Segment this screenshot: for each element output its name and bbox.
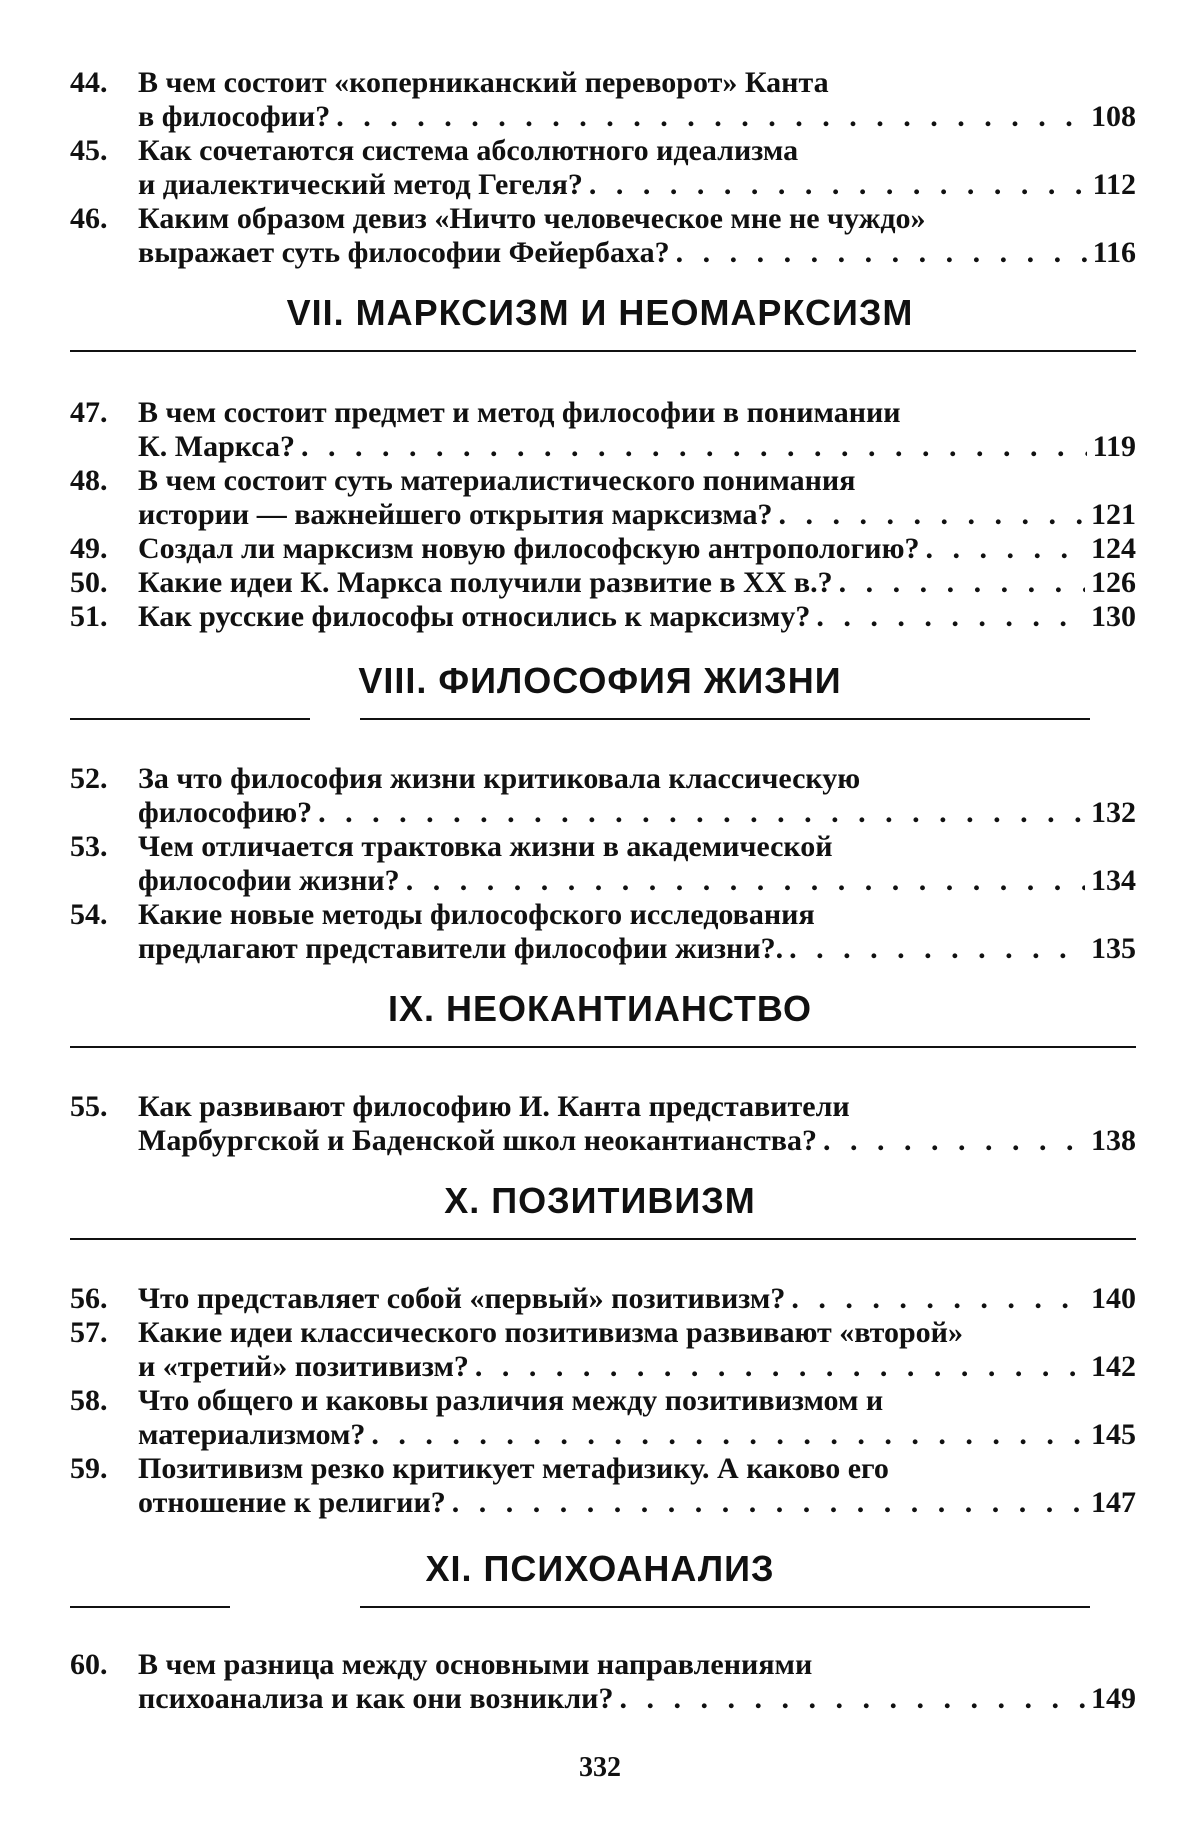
toc-entry-page: 138 <box>1091 1124 1136 1157</box>
toc-entry[interactable] <box>70 1384 1136 1452</box>
toc-entry-text: В чем состоит предмет и метод философии в понимании <box>138 396 901 429</box>
toc-entry-text: Каким образом девиз «Ничто человеческое мне не чуждо» <box>138 202 926 235</box>
toc-entry-text: Чем отличается трактовка жизни в академической <box>138 830 833 863</box>
toc-entry[interactable] <box>70 566 1136 600</box>
section-rule <box>360 1606 1090 1608</box>
toc-entry-page: 112 <box>1092 168 1136 201</box>
toc-entry-page: 124 <box>1091 532 1136 565</box>
dot-leader <box>839 566 1085 600</box>
toc-entry-text: материализмом? <box>138 1418 366 1451</box>
toc-entry-number: 52. <box>70 762 108 795</box>
toc-entry[interactable] <box>70 898 1136 966</box>
toc-entry-text: Какие идеи классического позитивизма развивают «второй» <box>138 1316 963 1349</box>
toc-entry-text: философии жизни? <box>138 864 400 897</box>
toc-entry-text: К. Маркса? <box>138 430 295 463</box>
toc-entry[interactable] <box>70 134 1136 202</box>
dot-leader <box>371 1418 1085 1452</box>
section-rule <box>70 1046 1136 1048</box>
toc-entry-number: 55. <box>70 1090 108 1123</box>
toc-entry-text: и «третий» позитивизм? <box>138 1350 469 1383</box>
toc-entry-page: 149 <box>1091 1682 1136 1715</box>
dot-leader <box>926 532 1086 566</box>
toc-entry-number: 53. <box>70 830 108 863</box>
section-title-vii: VII. МАРКСИЗМ И НЕОМАРКСИЗМ <box>286 292 914 333</box>
toc-entry-page: 119 <box>1092 430 1136 463</box>
toc-entry-text: предлагают представители философии жизни?. <box>138 932 784 965</box>
toc-entry-page: 147 <box>1091 1486 1136 1519</box>
dot-leader <box>475 1350 1085 1384</box>
section-rule <box>70 1238 1136 1240</box>
dot-leader <box>778 498 1085 532</box>
toc-entry-page: 121 <box>1091 498 1136 531</box>
toc-entry-text: Какие новые методы философского исследования <box>138 898 815 931</box>
toc-entry[interactable] <box>70 464 1136 532</box>
dot-leader <box>318 796 1085 830</box>
toc-entry-number: 59. <box>70 1452 108 1485</box>
section-title-viii: VIII. ФИЛОСОФИЯ ЖИЗНИ <box>358 660 842 701</box>
toc-entry[interactable] <box>70 532 1136 566</box>
toc-entry-number: 48. <box>70 464 108 497</box>
section-rule <box>70 718 310 720</box>
toc-entry-text: Как русские философы относились к марксизму? <box>138 600 811 633</box>
toc-entry[interactable] <box>70 1282 1136 1316</box>
toc-entry-number: 44. <box>70 66 108 99</box>
toc-entry-page: 134 <box>1091 864 1136 897</box>
toc-entry[interactable] <box>70 830 1136 898</box>
toc-entry-text: истории — важнейшего открытия марксизма? <box>138 498 773 531</box>
dot-leader <box>789 932 1085 966</box>
toc-entry-text: Как сочетаются система абсолютного идеализма <box>138 134 799 167</box>
toc-entry-text: в философии? <box>138 100 331 133</box>
toc-entry-number: 60. <box>70 1648 108 1681</box>
toc-entry-text: В чем состоит «коперниканский переворот» Канта <box>138 66 829 99</box>
dot-leader <box>619 1682 1085 1716</box>
toc-entry-page: 116 <box>1092 236 1136 269</box>
toc-entry[interactable] <box>70 66 1136 134</box>
section-title-xi: XI. ПСИХОАНАЛИЗ <box>425 1548 775 1589</box>
toc-entry-text: В чем состоит суть материалистического понимания <box>138 464 856 497</box>
toc-entry-number: 51. <box>70 600 108 633</box>
dot-leader <box>301 430 1087 464</box>
toc-entry-page: 108 <box>1091 100 1136 133</box>
toc-entry[interactable] <box>70 1452 1136 1520</box>
toc-entry[interactable] <box>70 202 1136 270</box>
toc-entry-number: 50. <box>70 566 108 599</box>
section-rule <box>70 350 1136 352</box>
toc-entry-page: 142 <box>1091 1350 1136 1383</box>
dot-leader <box>823 1124 1085 1158</box>
dot-leader <box>589 168 1087 202</box>
toc-entry-text: выражает суть философии Фейербаха? <box>138 236 670 269</box>
toc-entry-page: 145 <box>1091 1418 1136 1451</box>
toc-entry-text: Что общего и каковы различия между позитивизмом и <box>138 1384 884 1417</box>
toc-entry-text: Что представляет собой «первый» позитивизм? <box>138 1282 786 1315</box>
toc-entry-page: 140 <box>1091 1282 1136 1315</box>
toc-entry-number: 46. <box>70 202 108 235</box>
toc-entry-text: Создал ли марксизм новую философскую антропологию? <box>138 532 920 565</box>
toc-entry[interactable] <box>70 396 1136 464</box>
toc-entry-text: Как развивают философию И. Канта представители <box>138 1090 850 1123</box>
toc-entry-page: 126 <box>1091 566 1136 599</box>
toc-entry-number: 58. <box>70 1384 108 1417</box>
section-rule <box>360 718 1090 720</box>
toc-entry-page: 135 <box>1091 932 1136 965</box>
toc-entry-text: За что философия жизни критиковала классическую <box>138 762 861 795</box>
section-title-x: X. ПОЗИТИВИЗМ <box>444 1180 756 1221</box>
toc-entry-page: 130 <box>1091 600 1136 633</box>
toc-entry-number: 47. <box>70 396 108 429</box>
dot-leader <box>336 100 1085 134</box>
toc-entry[interactable] <box>70 1090 1136 1158</box>
toc-entry-text: психоанализа и как они возникли? <box>138 1682 614 1715</box>
page-number: 332 <box>579 1752 621 1783</box>
toc-entry[interactable] <box>70 600 1136 634</box>
toc-entry-number: 57. <box>70 1316 108 1349</box>
toc-entry-number: 45. <box>70 134 108 167</box>
toc-entry-number: 56. <box>70 1282 108 1315</box>
section-title-ix: IX. НЕОКАНТИАНСТВО <box>387 988 813 1029</box>
dot-leader <box>791 1282 1085 1316</box>
toc-entry-text: Марбургской и Баденской школ неокантианства? <box>138 1124 817 1157</box>
toc-entry-text: Позитивизм резко критикует метафизику. А каково его <box>138 1452 889 1485</box>
toc-entry-text: и диалектический метод Гегеля? <box>138 168 583 201</box>
toc-entry-number: 54. <box>70 898 108 931</box>
toc-entry[interactable] <box>70 1316 1136 1384</box>
toc-entry-text: В чем разница между основными направлениями <box>138 1648 813 1681</box>
section-rule <box>70 1606 230 1608</box>
toc-entry-text: Какие идеи К. Маркса получили развитие в XX в.? <box>138 566 833 599</box>
toc-entry[interactable] <box>70 1648 1136 1716</box>
dot-leader <box>452 1486 1085 1520</box>
dot-leader <box>406 864 1085 898</box>
dot-leader <box>816 600 1085 634</box>
toc-entry[interactable] <box>70 762 1136 830</box>
toc-entry-number: 49. <box>70 532 108 565</box>
toc-entry-text: отношение к религии? <box>138 1486 446 1519</box>
dot-leader <box>676 236 1087 270</box>
toc-entry-text: философию? <box>138 796 313 829</box>
toc-entry-page: 132 <box>1091 796 1136 829</box>
